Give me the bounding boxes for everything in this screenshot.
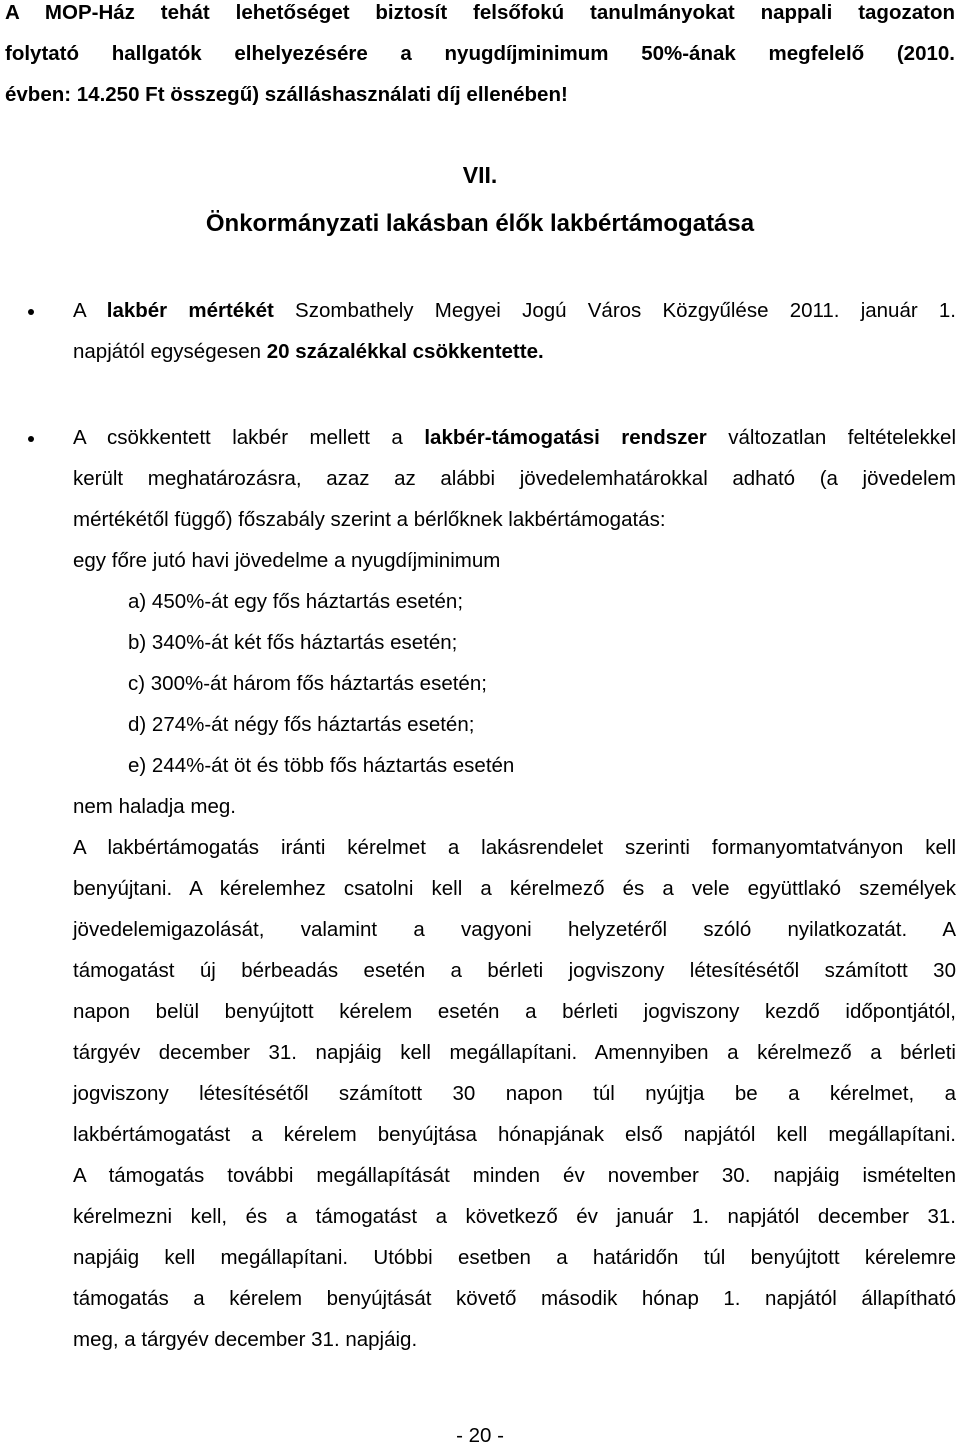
text-run: A csökkentett lakbér mellett a	[73, 426, 425, 449]
body-line: napon belül benyújtott kérelem esetén a bérleti jogviszony kezdő időpontjától,	[73, 1000, 956, 1023]
intro-line: folytató hallgatók elhelyezésére a nyugdíjminimum 50%-ának megfelelő (2010.	[5, 42, 955, 65]
section-number: VII.	[462, 162, 498, 188]
bullet-icon	[28, 309, 34, 315]
body-line: támogatást új bérbeadás esetén a bérleti jogviszony létesítésétől számított 30	[73, 959, 956, 982]
intro-paragraph	[5, 0, 955, 115]
body-line: benyújtani. A kérelemhez csatolni kell a kérelmező és a vele együttlakó személyek	[73, 877, 956, 900]
page-number: - 20 -	[456, 1424, 504, 1447]
body-line: támogatás a kérelem benyújtását követő második hónap 1. napjától állapítható	[73, 1287, 956, 1310]
list-item: b) 340%-át két fős háztartás esetén;	[128, 631, 458, 654]
text-run: A	[73, 299, 107, 322]
text-run: változatlan feltételekkel	[706, 426, 957, 449]
bullet-line	[73, 290, 956, 331]
body-line: A támogatás további megállapítását minden év november 30. napjáig ismételten	[73, 1164, 956, 1187]
list-item: c) 300%-át három fős háztartás esetén;	[128, 672, 487, 695]
body-line: meg, a tárgyév december 31. napjáig.	[73, 1328, 418, 1351]
intro-line: évben: 14.250 Ft összegű) szálláshasználati díj ellenében!	[5, 83, 568, 106]
body-line: jövedelemigazolását, valamint a vagyoni helyzetéről szóló nyilatkozatát. A	[73, 918, 956, 941]
text-run: napjától egységesen	[73, 340, 267, 363]
bullet-line: nem haladja meg.	[73, 795, 236, 818]
bullet-line: mértékétől függő) főszabály szerint a bérlőknek lakbértámogatás:	[73, 508, 666, 531]
text-run: Szombathely Megyei Jogú Város Közgyűlése 2011. január 1.	[273, 299, 956, 322]
bold-run: 20 százalékkal csökkentette.	[266, 340, 544, 363]
list-item: e) 244%-át öt és több fős háztartás esetén	[128, 754, 515, 777]
section-title: Önkormányzati lakásban élők lakbértámogatása	[205, 210, 755, 237]
bullet-line	[73, 331, 956, 372]
bullet-line	[73, 417, 956, 458]
bullet-line: került meghatározásra, azaz az alábbi jövedelemhatárokkal adható (a jövedelem	[73, 467, 956, 490]
bullet-text	[73, 290, 956, 372]
intro-line: A MOP-Ház tehát lehetőséget biztosít felsőfokú tanulmányokat nappali tagozaton	[5, 1, 955, 24]
bullet-line: egy főre jutó havi jövedelme a nyugdíjminimum	[73, 549, 501, 572]
bold-run: lakbér-támogatási rendszer	[424, 426, 707, 449]
bullet-text	[73, 417, 956, 1360]
body-line: napjáig kell megállapítani. Utóbbi esetben a határidőn túl benyújtott kérelemre	[73, 1246, 956, 1269]
bold-run: lakbér mértékét	[106, 299, 274, 322]
body-line: lakbértámogatást a kérelem benyújtása hónapjának első napjától kell megállapítani.	[73, 1123, 956, 1146]
body-line: kérelmezni kell, és a támogatást a következő év január 1. napjától december 31.	[73, 1205, 956, 1228]
list-item: d) 274%-át négy fős háztartás esetén;	[128, 713, 475, 736]
bullet-icon	[28, 436, 34, 442]
body-line: tárgyév december 31. napjáig kell megállapítani. Amennyiben a kérelmező a bérleti	[73, 1041, 956, 1064]
body-line: jogviszony létesítésétől számított 30 napon túl nyújtja be a kérelmet, a	[73, 1082, 956, 1105]
body-line: A lakbértámogatás iránti kérelmet a lakásrendelet szerinti formanyomtatványon kell	[73, 836, 956, 859]
list-item: a) 450%-át egy fős háztartás esetén;	[128, 590, 464, 613]
